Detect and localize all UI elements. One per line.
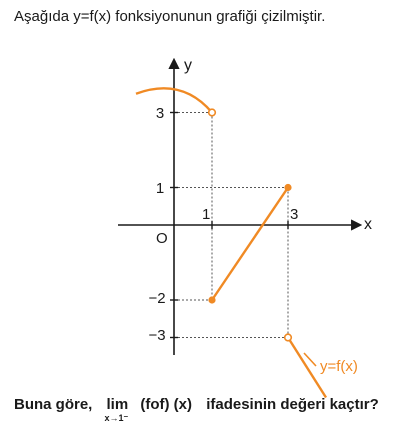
x-axis-label: x	[364, 216, 372, 233]
x-tick-label-3: 3	[290, 206, 299, 223]
origin-label: O	[156, 230, 168, 247]
question-prefix: Buna göre,	[14, 396, 93, 413]
closed-point-1-neg2	[208, 296, 215, 303]
limit-expression: (fof) (x)	[140, 396, 193, 413]
question-suffix: ifadesinin değeri kaçtır?	[206, 396, 379, 413]
y-tick-label-1: 1	[155, 180, 165, 197]
open-point-1-3	[209, 109, 216, 116]
limit-operator	[104, 396, 129, 423]
curve-label: y=f(x)	[320, 358, 358, 375]
y-tick-label-neg2: −2	[148, 290, 166, 307]
y-tick-label-neg3: −3	[148, 327, 166, 344]
y-tick-label-3: 3	[155, 105, 165, 122]
question-text	[14, 396, 379, 423]
x-tick-label-1: 1	[202, 206, 211, 223]
limit-subscript: x→1⁻	[104, 413, 129, 423]
y-axis-label: y	[184, 57, 192, 74]
limit-word: lim	[106, 396, 129, 413]
curve-piece-middle	[212, 188, 288, 301]
open-point-3-neg3	[285, 334, 292, 341]
intro-text: Aşağıda y=f(x) fonksiyonunun grafiği çizilmiştir.	[14, 8, 326, 25]
closed-point-3-1	[284, 184, 291, 191]
